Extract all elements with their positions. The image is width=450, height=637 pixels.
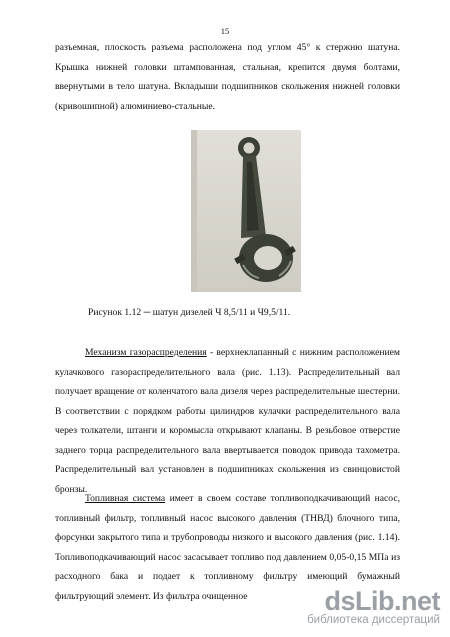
paragraph-3-text: имеет в своем составе топливоподкачивающий насос, топливный фильтр, топливный насос высокого давления (ТНВД) блочного типа, форсунки закрытого типа и трубопроводы низкого и высокого давления (рис. 1.14). Топливоподкачивающий насос засасывает топливо под давлением 0,05-0,15 МПа из расходного бака и подает к топливному фильтру имеющий бумажный фильтрующий элемент. Из фильтра очищенное xyxy=(55,493,400,602)
watermark-subtitle: библиотека диссертаций xyxy=(307,614,440,626)
figure-caption: Рисунок 1.12 ─ шатун дизелей Ч 8,5/11 и Ч9,5/11. xyxy=(88,307,291,318)
watermark-title: dsLib.net xyxy=(324,586,440,616)
connecting-rod-photo xyxy=(191,130,301,292)
paragraph-2-text: - верхнеклапанный с нижним расположением кулачкового газораспределительного вала (рис. 1.13). Распределительный вал получает вращение от коленчатого вала дизеля через распределительные шестерни. В соответствии с порядком работы цилиндров кулачки распределительного вала через толкатели, штанги и коромысла открывают клапаны. В резьбовое отверстие заднего торца распределительного вала ввертывается поводок привода тахометра. Распределительный вал установлен в подшипниках скольжения из свинцовистой бронзы. xyxy=(55,347,400,495)
paragraph-2 xyxy=(55,343,400,499)
term-gas-distribution: Механизм газораспределения xyxy=(85,347,207,358)
paragraph-1: разъемная, плоскость разъема расположена под углом 45° к стержню шатуна. Крышка нижней головки штампованная, стальная, крепится двумя болтами, ввернутыми в тело шатуна. Вкладыши подшипников скольжения нижней головки (кривошипной) алюминиево-стальные. xyxy=(55,42,400,112)
page-number: 15 xyxy=(220,26,230,36)
term-fuel-system: Топливная система xyxy=(85,493,166,504)
watermark xyxy=(280,587,440,627)
